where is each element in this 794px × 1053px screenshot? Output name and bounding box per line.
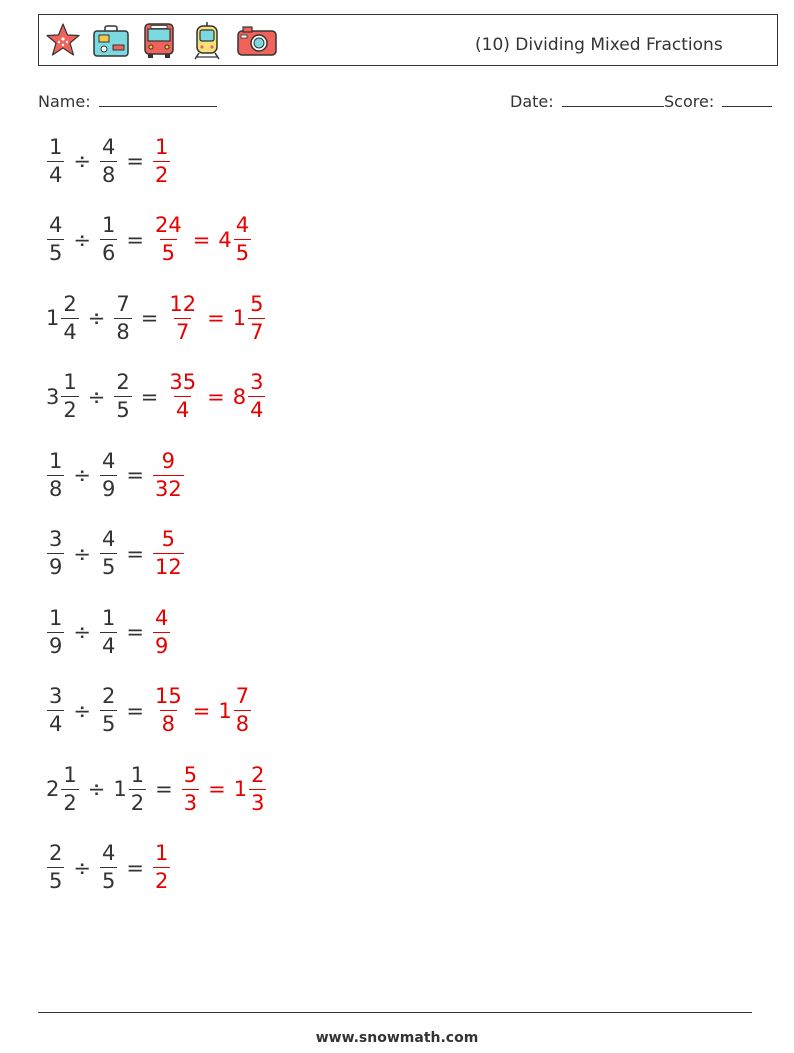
- mixed-answer-fraction: [234, 686, 251, 735]
- divisor-operand: [113, 291, 132, 344]
- dividend-fraction: [61, 372, 78, 421]
- divisor-operand: [99, 529, 118, 578]
- dividend-numerator: 3: [49, 684, 63, 708]
- answer-operand: [181, 762, 200, 815]
- divisor-fraction: [114, 372, 131, 421]
- answer-operand: [152, 134, 171, 187]
- dividend-operand: [46, 372, 80, 421]
- answer-operand: [152, 448, 185, 501]
- dividend-denominator: 4: [49, 712, 63, 736]
- dividend-numerator: 1: [49, 448, 63, 473]
- dividend-whole: 2: [46, 777, 60, 801]
- problem-row: [46, 207, 252, 273]
- dividend-numerator: 1: [63, 762, 77, 787]
- divide-sign: ÷: [73, 855, 91, 880]
- dividend-whole: 1: [46, 306, 60, 330]
- mixed-answer-fraction: [248, 291, 265, 344]
- answer-equals-sign: =: [192, 227, 211, 252]
- dividend-denominator: 4: [49, 162, 63, 187]
- answer-numerator: 12: [169, 291, 197, 316]
- divisor-denominator: 5: [101, 869, 116, 893]
- answer-numerator: 24: [154, 213, 182, 237]
- divisor-denominator: 2: [130, 790, 145, 815]
- answer-fraction: [153, 529, 184, 578]
- dividend-operand: [46, 843, 65, 892]
- dividend-operand: [46, 134, 65, 187]
- name-label: Name:: [38, 92, 91, 111]
- mixed-answer-numerator: 4: [235, 213, 250, 237]
- divisor-numerator: 4: [101, 527, 116, 551]
- divide-sign: ÷: [73, 698, 91, 723]
- answer-operand: [152, 605, 171, 658]
- answer-numerator: 15: [154, 684, 182, 708]
- divisor-denominator: 8: [116, 319, 130, 344]
- worksheet-title: (10) Dividing Mixed Fractions: [475, 35, 723, 55]
- divisor-numerator: 2: [101, 684, 116, 708]
- date-blank[interactable]: [562, 93, 664, 107]
- dividend-whole: 3: [46, 384, 60, 409]
- divisor-numerator: 1: [101, 605, 116, 630]
- dividend-operand: [46, 686, 65, 735]
- answer-equals-sign: =: [207, 306, 225, 330]
- dividend-denominator: 9: [49, 555, 63, 579]
- answer-denominator: 8: [161, 712, 176, 736]
- score-field: [664, 92, 772, 111]
- dividend-operand: [46, 529, 65, 578]
- divisor-fraction: [100, 448, 117, 501]
- dividend-fraction: [61, 762, 78, 815]
- score-label: Score:: [664, 92, 715, 111]
- answer-fraction: [153, 686, 184, 735]
- mixed-answer-numerator: 2: [251, 762, 265, 787]
- equals-sign: =: [140, 384, 159, 409]
- divisor-numerator: 4: [101, 134, 116, 159]
- answer-operand: [152, 529, 185, 578]
- equals-sign: =: [126, 463, 144, 487]
- answer: [166, 291, 266, 344]
- dividend-fraction: [47, 215, 64, 264]
- mixed-answer-numerator: 5: [250, 291, 264, 316]
- divide-sign: ÷: [87, 306, 106, 330]
- answer-numerator: 5: [183, 762, 198, 787]
- equals-sign: =: [126, 149, 144, 173]
- mixed-answer-operand: [232, 291, 267, 344]
- answer-fraction: [153, 605, 170, 658]
- dividend-fraction: [47, 686, 64, 735]
- divisor-numerator: 4: [101, 841, 116, 865]
- divisor-operand: [99, 448, 118, 501]
- mixed-answer-operand: [218, 215, 252, 264]
- mixed-answer-denominator: 7: [250, 319, 264, 344]
- answer-operand: [152, 843, 171, 892]
- bus-icon: [139, 21, 179, 61]
- dividend-numerator: 3: [49, 527, 63, 551]
- divisor-denominator: 5: [101, 555, 116, 579]
- dividend-fraction: [47, 134, 64, 187]
- answer-fraction: [153, 215, 184, 264]
- divisor-whole: 1: [113, 777, 127, 801]
- dividend-fraction: [47, 605, 64, 658]
- mixed-answer-fraction: [248, 372, 265, 421]
- dividend-numerator: 1: [49, 605, 63, 630]
- divide-sign: ÷: [73, 227, 91, 252]
- divisor-operand: [99, 686, 118, 735]
- dividend-denominator: 5: [49, 241, 63, 265]
- divisor-numerator: 2: [116, 370, 130, 394]
- mixed-answer-fraction: [249, 762, 266, 815]
- mixed-answer-numerator: 7: [235, 684, 250, 708]
- dividend-operand: [46, 448, 65, 501]
- problem-row: [46, 835, 171, 901]
- divisor-operand: [113, 372, 132, 421]
- mixed-answer-denominator: 3: [251, 790, 265, 815]
- answer: [181, 762, 268, 815]
- divisor-fraction: [129, 762, 146, 815]
- divisor-operand: [99, 215, 118, 264]
- divisor-denominator: 5: [101, 712, 116, 736]
- date-label: Date:: [510, 92, 554, 111]
- divisor-denominator: 8: [101, 162, 116, 187]
- dividend-numerator: 4: [49, 213, 63, 237]
- divisor-fraction: [114, 291, 131, 344]
- answer-operand: [152, 686, 185, 735]
- mixed-answer-whole: 1: [218, 698, 232, 723]
- mixed-answer-denominator: 5: [235, 241, 250, 265]
- answer-equals-sign: =: [192, 698, 211, 723]
- name-blank[interactable]: [99, 93, 217, 107]
- divide-sign: ÷: [73, 541, 91, 566]
- problem-row: [46, 756, 267, 822]
- dividend-denominator: 9: [49, 633, 63, 658]
- divisor-numerator: 7: [116, 291, 130, 316]
- divisor-denominator: 9: [101, 476, 116, 501]
- dividend-fraction: [61, 291, 78, 344]
- answer: [152, 448, 185, 501]
- answer-denominator: 32: [154, 476, 182, 501]
- dividend-numerator: 2: [63, 291, 77, 316]
- answer-fraction: [153, 134, 170, 187]
- tram-icon: [187, 21, 227, 61]
- dividend-denominator: 2: [63, 790, 77, 815]
- suitcase-icon: [91, 21, 131, 61]
- divisor-fraction: [100, 529, 117, 578]
- answer-fraction: [153, 448, 184, 501]
- mixed-answer-whole: 8: [232, 384, 247, 409]
- answer-operand: [166, 291, 199, 344]
- problem-row: [46, 599, 171, 665]
- problem-row: [46, 521, 185, 587]
- answer-fraction: [167, 372, 198, 421]
- mixed-answer-operand: [218, 686, 252, 735]
- dividend-numerator: 2: [49, 841, 63, 865]
- equals-sign: =: [126, 227, 144, 252]
- dividend-fraction: [47, 529, 64, 578]
- header-icons: [43, 21, 279, 61]
- dividend-denominator: 5: [49, 869, 63, 893]
- answer: [152, 605, 171, 658]
- divisor-operand: [99, 134, 118, 187]
- answer-equals-sign: =: [207, 384, 225, 409]
- answer-denominator: 7: [176, 319, 190, 344]
- divide-sign: ÷: [73, 463, 91, 487]
- divisor-fraction: [100, 686, 117, 735]
- divide-sign: ÷: [73, 149, 91, 173]
- answer-numerator: 9: [161, 448, 176, 473]
- header-box: [38, 14, 778, 66]
- mixed-answer-whole: 1: [233, 777, 248, 801]
- divisor-operand: [99, 605, 118, 658]
- answer-numerator: 5: [161, 527, 176, 551]
- mixed-answer-denominator: 4: [250, 398, 264, 422]
- problem-row: [46, 285, 266, 351]
- mixed-answer-operand: [233, 372, 267, 421]
- starfish-icon: [43, 21, 83, 61]
- answer-denominator: 2: [154, 869, 169, 893]
- divisor-fraction: [100, 605, 117, 658]
- answer-numerator: 1: [154, 841, 169, 865]
- divisor-denominator: 6: [101, 241, 116, 265]
- answer-numerator: 4: [154, 605, 169, 630]
- date-field: [510, 92, 664, 111]
- dividend-denominator: 8: [49, 476, 63, 501]
- name-field: [38, 92, 217, 111]
- divisor-fraction: [100, 215, 117, 264]
- answer: [152, 843, 171, 892]
- mixed-answer-numerator: 3: [250, 370, 264, 394]
- answer-numerator: 1: [154, 134, 169, 159]
- problem-row: [46, 364, 266, 430]
- equals-sign: =: [140, 306, 159, 330]
- dividend-operand: [46, 762, 80, 815]
- answer-operand: [152, 215, 185, 264]
- answer-fraction: [167, 291, 198, 344]
- answer-denominator: 2: [154, 162, 169, 187]
- answer-denominator: 4: [176, 398, 190, 422]
- dividend-operand: [46, 291, 80, 344]
- dividend-denominator: 4: [63, 319, 77, 344]
- answer: [152, 134, 171, 187]
- mixed-answer-operand: [233, 762, 268, 815]
- equals-sign: =: [126, 620, 144, 644]
- camera-icon: [235, 21, 279, 61]
- answer: [152, 215, 252, 264]
- divisor-operand: [113, 762, 147, 815]
- problem-row: [46, 678, 252, 744]
- dividend-fraction: [47, 448, 64, 501]
- answer: [166, 372, 266, 421]
- divisor-denominator: 4: [101, 633, 116, 658]
- answer-denominator: 5: [161, 241, 176, 265]
- answer-equals-sign: =: [208, 777, 226, 801]
- divide-sign: ÷: [73, 620, 91, 644]
- divide-sign: ÷: [87, 777, 106, 801]
- answer: [152, 529, 185, 578]
- answer: [152, 686, 252, 735]
- mixed-answer-fraction: [234, 215, 251, 264]
- dividend-operand: [46, 605, 65, 658]
- answer-fraction: [153, 843, 170, 892]
- answer-denominator: 3: [183, 790, 198, 815]
- equals-sign: =: [126, 698, 144, 723]
- answer-numerator: 35: [169, 370, 197, 394]
- footer-divider: [38, 1012, 752, 1013]
- dividend-numerator: 1: [63, 370, 77, 394]
- divide-sign: ÷: [87, 384, 106, 409]
- divisor-denominator: 5: [116, 398, 130, 422]
- divisor-numerator: 1: [101, 213, 116, 237]
- dividend-denominator: 2: [63, 398, 77, 422]
- divisor-numerator: 1: [130, 762, 145, 787]
- equals-sign: =: [126, 855, 144, 880]
- mixed-answer-denominator: 8: [235, 712, 250, 736]
- divisor-operand: [99, 843, 118, 892]
- divisor-fraction: [100, 843, 117, 892]
- dividend-fraction: [47, 843, 64, 892]
- equals-sign: =: [126, 541, 144, 566]
- mixed-answer-whole: 1: [232, 306, 247, 330]
- dividend-numerator: 1: [49, 134, 63, 159]
- divisor-numerator: 4: [101, 448, 116, 473]
- answer-fraction: [182, 762, 199, 815]
- problem-row: [46, 128, 171, 194]
- answer-operand: [166, 372, 199, 421]
- problem-row: [46, 442, 185, 508]
- answer-denominator: 12: [154, 555, 182, 579]
- equals-sign: =: [155, 777, 173, 801]
- answer-denominator: 9: [154, 633, 169, 658]
- footer-url[interactable]: www.snowmath.com: [315, 1030, 479, 1046]
- score-blank[interactable]: [722, 93, 772, 107]
- divisor-fraction: [100, 134, 117, 187]
- mixed-answer-whole: 4: [218, 227, 232, 252]
- dividend-operand: [46, 215, 65, 264]
